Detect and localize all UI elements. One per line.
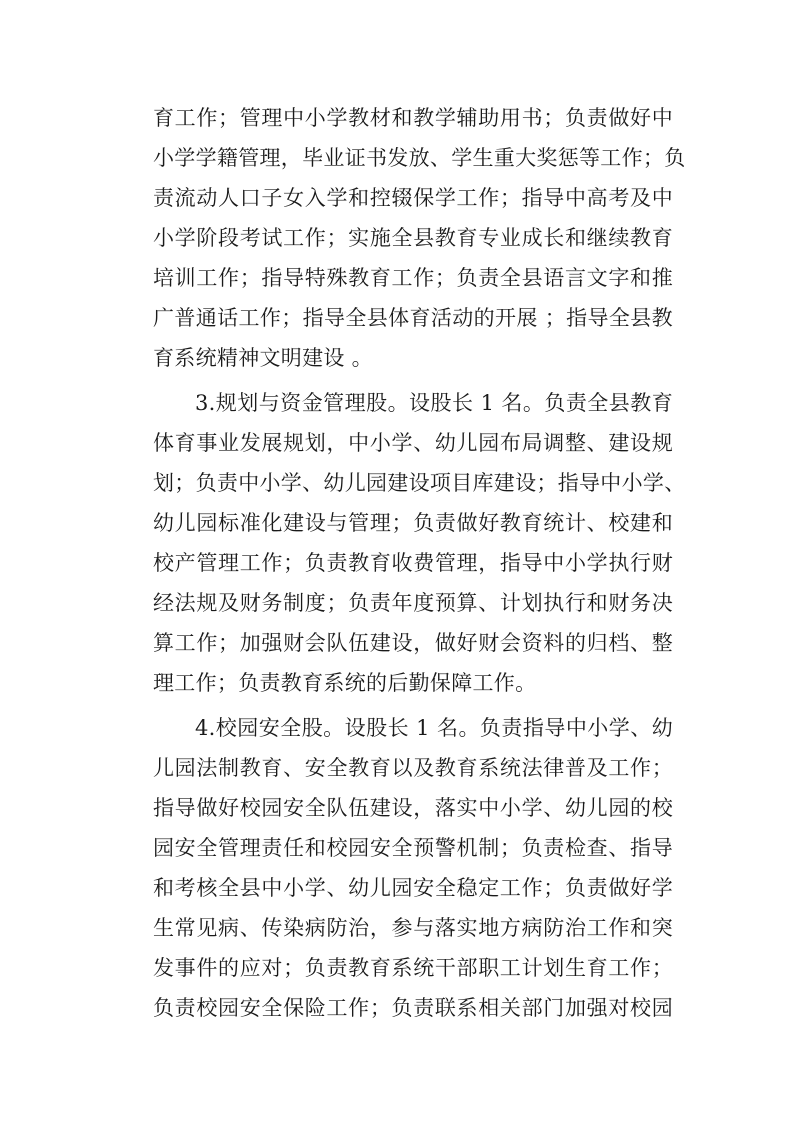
text-line: 负责校园安全保险工作；负责联系相关部门加强对校园 — [153, 996, 673, 1020]
paragraph-duty-continued — [153, 98, 686, 378]
text-line: 小学阶段考试工作；实施全县教育专业成长和继续教育 — [153, 226, 673, 250]
paragraph-campus-safety — [153, 708, 673, 1028]
text-line: 儿园法制教育、安全教育以及教育系统法律普及工作； — [153, 756, 673, 780]
text-line: 生常见病、传染病防治，参与落实地方病防治工作和突 — [153, 916, 673, 940]
text-line: 经法规及财务制度；负责年度预算、计划执行和财务决 — [153, 591, 673, 615]
text-line: 培训工作；指导特殊教育工作；负责全县语言文字和推 — [153, 266, 673, 290]
text-line: 发事件的应对；负责教育系统干部职工计划生育工作； — [153, 956, 673, 980]
text-line: 校产管理工作；负责教育收费管理，指导中小学执行财 — [153, 551, 673, 575]
paragraph-planning-finance — [153, 383, 686, 703]
text-line: 指导做好校园安全队伍建设，落实中小学、幼儿园的校 — [153, 796, 673, 820]
text-line: 和考核全县中小学、幼儿园安全稳定工作；负责做好学 — [153, 876, 673, 900]
text-line: 育工作；管理中小学教材和教学辅助用书；负责做好中 — [153, 106, 673, 130]
document-body — [153, 98, 686, 1028]
text-line: 园安全管理责任和校园安全预警机制；负责检查、指导 — [153, 836, 673, 860]
text-line: 育系统精神文明建设 。 — [153, 346, 373, 370]
text-line: 体育事业发展规划，中小学、幼儿园布局调整、建设规 — [153, 431, 673, 455]
text-line: 小学学籍管理，毕业证书发放、学生重大奖惩等工作；负 — [153, 146, 686, 170]
section-heading-line: 4.校园安全股。设股长 1 名。负责指导中小学、幼 — [195, 716, 673, 740]
text-line: 理工作；负责教育系统的后勤保障工作。 — [153, 671, 537, 695]
text-line: 幼儿园标准化建设与管理；负责做好教育统计、校建和 — [153, 511, 673, 535]
text-line: 算工作；加强财会队伍建设，做好财会资料的归档、整 — [153, 631, 673, 655]
text-line: 责流动人口子女入学和控辍保学工作；指导中高考及中 — [153, 186, 673, 210]
text-line: 划；负责中小学、幼儿园建设项目库建设；指导中小学、 — [153, 471, 686, 495]
text-line: 广普通话工作；指导全县体育活动的开展 ；指导全县教 — [153, 306, 673, 330]
section-heading-line: 3.规划与资金管理股。设股长 1 名。负责全县教育 — [195, 391, 673, 415]
